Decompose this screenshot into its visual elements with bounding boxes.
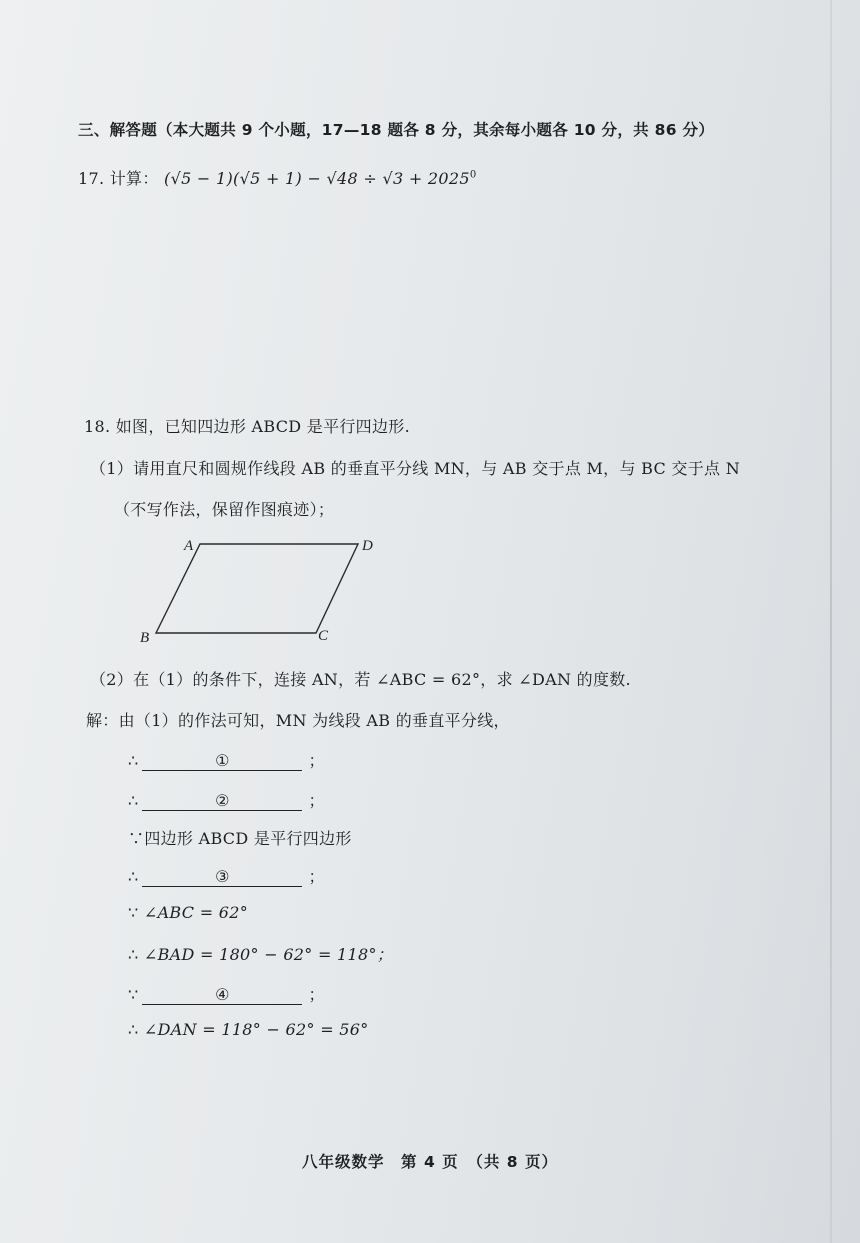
step-prefix: ∴ [128,945,139,964]
question-18-title: 18. 如图，已知四边形 ABCD 是平行四边形. [84,417,410,436]
answer-blank-3[interactable]: ③ [142,868,302,887]
step-text: ∠ABC = 62° [143,903,249,922]
step-suffix: ； [308,751,325,770]
answer-blank-1[interactable]: ① [142,752,302,771]
vertex-label-d: D [362,538,373,554]
step-prefix: ∴ [128,1020,139,1039]
q17-label: 17. 计算： [78,169,159,188]
parallelogram-abcd [156,544,358,633]
step-prefix: ∵ [128,985,139,1004]
answer-blank-2[interactable]: ② [142,792,302,811]
vertex-label-a: A [184,538,194,554]
answer-blank-4[interactable]: ④ [142,986,302,1005]
q18-part1-line2: （不写作法，保留作图痕迹）； [114,500,335,519]
solution-step-3 [128,826,352,849]
vertex-label-b: B [140,630,150,646]
q17-expression: (√5 − 1)(√5 + 1) − √48 ÷ √3 + 2025 [164,169,470,188]
step-suffix: ； [308,791,325,810]
question-17 [78,166,477,189]
solution-step-5 [128,903,248,922]
solution-step-6 [128,942,393,965]
q17-exponent: 0 [469,169,477,181]
solution-step-7 [128,982,325,1005]
step-prefix: ∴ [128,791,139,810]
q18-part2: （2）在（1）的条件下，连接 AN，若 ∠ABC = 62°，求 ∠DAN 的度数. [90,670,631,689]
step-suffix: ； [308,985,325,1004]
step-prefix: ∵ [128,829,145,848]
solution-step-2 [128,788,325,811]
step-text: ∠DAN = 118° − 62° = 56° [143,1020,369,1039]
page-fold [830,0,832,1243]
step-prefix: ∴ [128,751,139,770]
q18-part1-line1: （1）请用直尺和圆规作线段 AB 的垂直平分线 MN，与 AB 交于点 M，与 BC 交于点 N [90,459,741,478]
parallelogram-figure [130,530,390,650]
step-prefix: ∵ [128,903,139,922]
vertex-label-c: C [318,628,329,644]
page-footer: 八年级数学 第 4 页 （共 8 页） [302,1153,558,1171]
step-prefix: ∴ [128,867,139,886]
solution-step-8 [128,1020,369,1039]
solution-step-4 [128,864,325,887]
solution-intro: 解：由（1）的作法可知，MN 为线段 AB 的垂直平分线， [86,711,510,730]
solution-step-1 [128,748,325,771]
step-text: ∠BAD = 180° − 62° = 118°； [143,945,394,964]
step-text: 四边形 ABCD 是平行四边形 [144,829,352,848]
section-heading: 三、解答题（本大题共 9 个小题，17—18 题各 8 分，其余每小题各 10 分，共 86 分） [78,121,715,139]
step-suffix: ； [308,867,325,886]
